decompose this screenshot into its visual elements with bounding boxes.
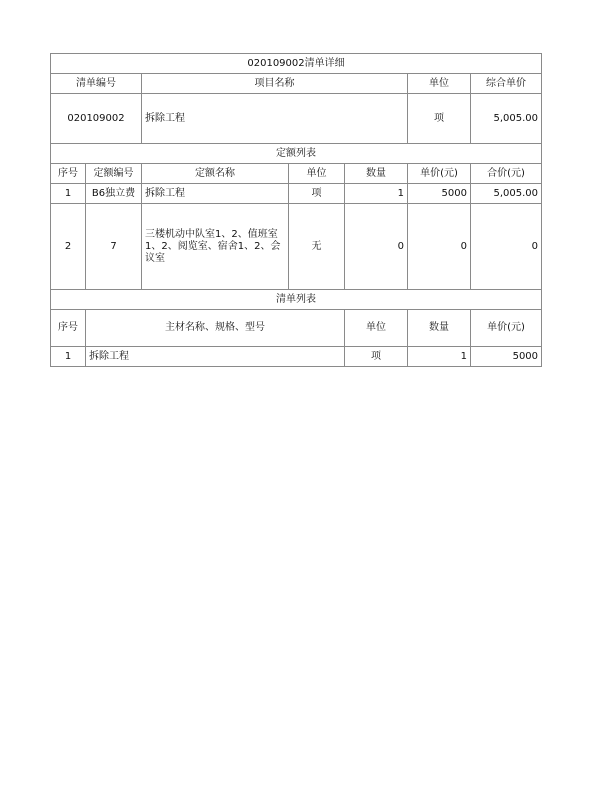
composite-price: 5,005.00 — [471, 94, 542, 144]
quota-qty: 0 — [345, 204, 408, 290]
quota-header-code: 定额编号 — [86, 164, 142, 184]
header-item-name: 项目名称 — [142, 74, 408, 94]
materials-header-seq: 序号 — [51, 310, 86, 347]
quota-code: B6独立费 — [86, 184, 142, 204]
materials-section-title: 清单列表 — [51, 290, 542, 310]
header-unit: 单位 — [408, 74, 471, 94]
quota-header-seq: 序号 — [51, 164, 86, 184]
table-row — [51, 204, 542, 290]
materials-header-price: 单价(元) — [471, 310, 542, 347]
quota-header-total: 合价(元) — [471, 164, 542, 184]
material-qty: 1 — [408, 347, 471, 367]
quota-header-price: 单价(元) — [408, 164, 471, 184]
header-bill-code: 清单编号 — [51, 74, 142, 94]
material-seq: 1 — [51, 347, 86, 367]
quota-unit: 项 — [289, 184, 345, 204]
material-price: 5000 — [471, 347, 542, 367]
materials-header-name: 主材名称、规格、型号 — [86, 310, 345, 347]
sheet-title: 020109002清单详细 — [51, 54, 542, 74]
quota-total: 5,005.00 — [471, 184, 542, 204]
detail-table — [50, 53, 542, 367]
quota-seq: 2 — [51, 204, 86, 290]
quota-seq: 1 — [51, 184, 86, 204]
table-row — [51, 347, 542, 367]
quota-price: 0 — [408, 204, 471, 290]
quota-name: 三楼机动中队室1、2、值班室1、2、阅览室、宿舍1、2、会议室 — [142, 204, 289, 290]
material-name: 拆除工程 — [86, 347, 345, 367]
header-composite-price: 综合单价 — [471, 74, 542, 94]
material-unit: 项 — [345, 347, 408, 367]
materials-header-qty: 数量 — [408, 310, 471, 347]
quota-code: 7 — [86, 204, 142, 290]
item-unit: 项 — [408, 94, 471, 144]
quota-qty: 1 — [345, 184, 408, 204]
materials-header-unit: 单位 — [345, 310, 408, 347]
quota-name: 拆除工程 — [142, 184, 289, 204]
table-row — [51, 184, 542, 204]
quota-header-unit: 单位 — [289, 164, 345, 184]
item-name: 拆除工程 — [142, 94, 408, 144]
quota-price: 5000 — [408, 184, 471, 204]
quota-header-name: 定额名称 — [142, 164, 289, 184]
quota-total: 0 — [471, 204, 542, 290]
quota-section-title: 定额列表 — [51, 144, 542, 164]
bill-code: 020109002 — [51, 94, 142, 144]
quota-unit: 无 — [289, 204, 345, 290]
quota-header-qty: 数量 — [345, 164, 408, 184]
